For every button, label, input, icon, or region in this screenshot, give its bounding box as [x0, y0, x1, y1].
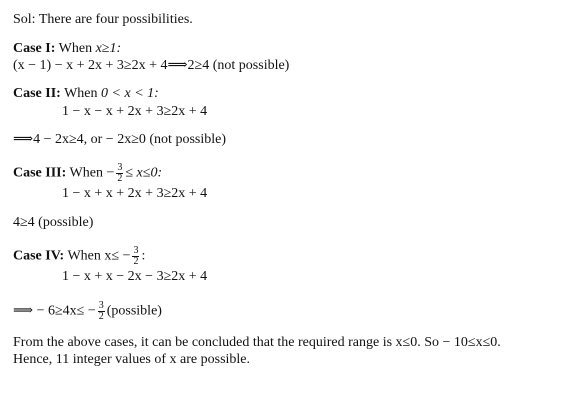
case3-cond-prefix: When −	[69, 165, 115, 181]
case4-frac-numerator: 3	[133, 245, 139, 256]
case1-equation: (x − 1) − x + 2x + 3≥2x + 4⟹2≥4 (not possible)	[13, 58, 290, 73]
case4-result-suffix: (possible)	[106, 303, 162, 319]
case1-heading-line	[13, 41, 121, 57]
case4-heading-line	[13, 246, 145, 267]
case3-fraction	[116, 163, 123, 184]
case4-result-frac-numerator: 3	[98, 300, 104, 311]
case4-equation: 1 − x + x − 2x − 3≥2x + 4	[62, 269, 208, 284]
conclusion-line-1: From the above cases, it can be concluded that the required range is x≤0. So − 10≤x≤0.	[13, 335, 501, 350]
case4-fraction	[132, 246, 139, 267]
case2-condition: 0 < x < 1:	[101, 86, 159, 101]
case1-label: Case I:	[13, 41, 56, 56]
case1-condition: x≥1:	[95, 41, 122, 56]
case3-cond-suffix: ≤ x≤0:	[125, 165, 163, 181]
case3-equation: 1 − x + x + 2x + 3≥2x + 4	[62, 186, 208, 201]
case1-cond-prefix: When	[58, 41, 96, 56]
case3-frac-denominator: 2	[117, 173, 123, 184]
case2-cond-prefix: When	[64, 86, 102, 101]
case3-label: Case III:	[13, 165, 67, 181]
case4-label: Case IV:	[13, 248, 65, 264]
case4-result-frac-denominator: 2	[98, 311, 104, 322]
case4-result-prefix: ⟹ − 6≥4x≤ −	[13, 303, 96, 319]
case2-heading-line	[13, 86, 159, 102]
case2-result: ⟹4 − 2x≥4, or − 2x≥0 (not possible)	[13, 132, 226, 147]
case4-result-fraction	[98, 301, 105, 322]
intro-line: Sol: There are four possibilities.	[13, 12, 193, 27]
case4-frac-denominator: 2	[133, 256, 139, 267]
case2-equation: 1 − x − x + 2x + 3≥2x + 4	[62, 104, 208, 119]
case3-heading-line	[13, 163, 162, 184]
case4-result-line	[13, 301, 162, 322]
case3-result: 4≥4 (possible)	[13, 215, 94, 230]
case4-cond-suffix: :	[141, 248, 146, 264]
case2-label: Case II:	[13, 86, 61, 101]
conclusion-line-2: Hence, 11 integer values of x are possible.	[13, 352, 251, 367]
case3-frac-numerator: 3	[117, 162, 123, 173]
case4-cond-prefix: When x≤ −	[67, 248, 131, 264]
